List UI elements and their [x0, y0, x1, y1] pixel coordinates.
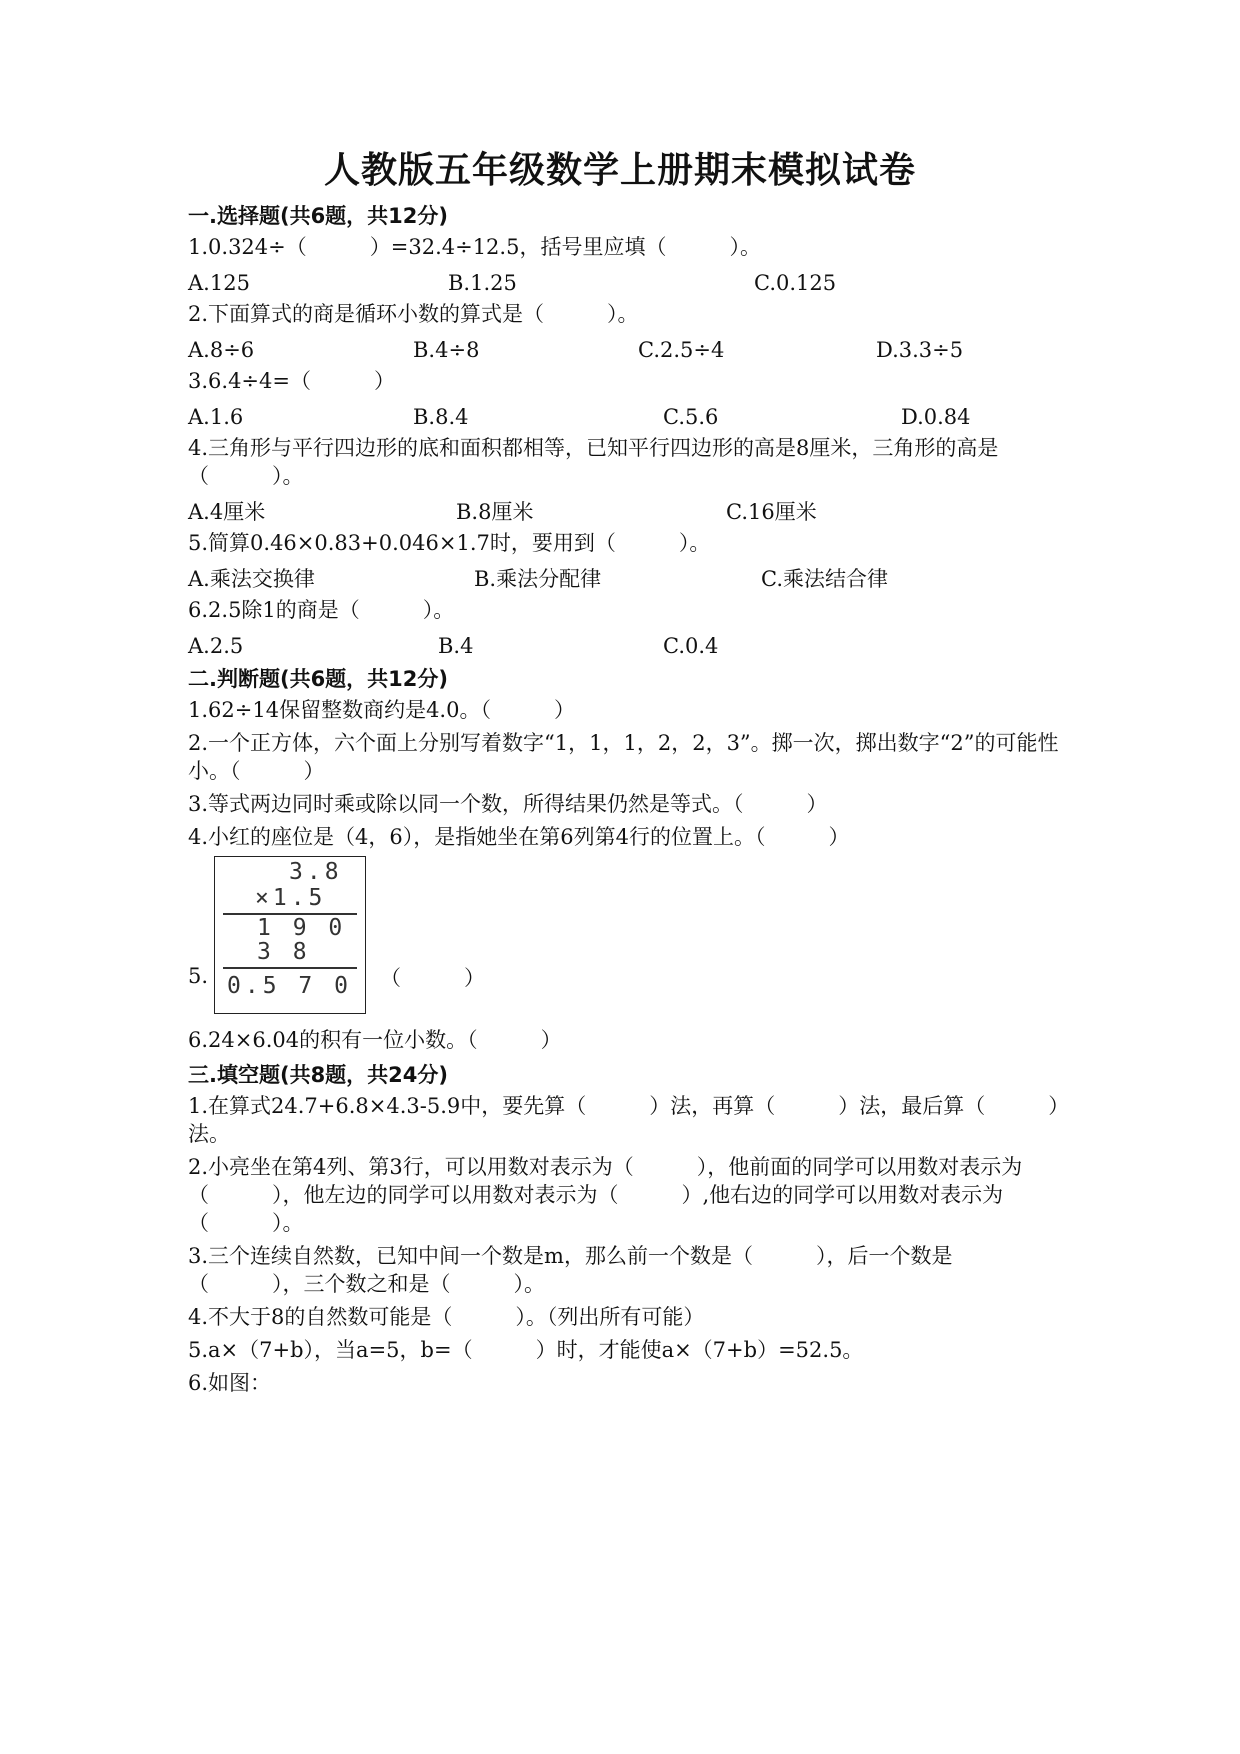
question-text: 5.a×（7+b），当a=5，b=（ ）时，才能使a×（7+b）=52.5。 [188, 1338, 864, 1362]
option: C.0.4 [663, 634, 719, 658]
question-text: 6.24×6.04的积有一位小数。（ ） [188, 1028, 562, 1052]
options-row [188, 333, 1060, 367]
option: D.0.84 [901, 405, 971, 429]
options-row [188, 266, 1060, 300]
option: C.0.125 [754, 271, 837, 295]
question-text: 3.6.4÷4=（ ） [188, 369, 395, 393]
question-text: 3.三个连续自然数，已知中间一个数是m，那么前一个数是（ ），后一个数是（ ），三个数之和是（ ）。 [188, 1244, 953, 1296]
figure-partial-product: 3 8 [257, 939, 311, 965]
option: A.乘法交换律 [188, 567, 315, 591]
figure-product: 0.5 7 0 [227, 973, 352, 999]
answer-blank: （ ） [380, 966, 485, 990]
options-row [188, 400, 1060, 434]
question-text: 6.如图： [188, 1371, 272, 1395]
options-row [188, 562, 1060, 596]
question-text: 1.62÷14保留整数商约是4.0。（ ） [188, 698, 575, 722]
option: B.乘法分配律 [474, 567, 602, 591]
options-row [188, 495, 1060, 529]
option: C.2.5÷4 [638, 338, 725, 362]
question-text: 2.下面算式的商是循环小数的算式是（ ）。 [188, 302, 639, 326]
page-title: 人教版五年级数学上册期末模拟试卷 [323, 149, 916, 191]
question-text: 6.2.5除1的商是（ ）。 [188, 598, 455, 622]
option: B.1.25 [448, 271, 517, 295]
option: B.4÷8 [413, 338, 480, 362]
option: D.3.3÷5 [876, 338, 964, 362]
option: A.4厘米 [188, 500, 266, 524]
question-text: 1.在算式24.7+6.8×4.3-5.9中，要先算（ ）法，再算（ ）法，最后算（ ）法。 [188, 1094, 1059, 1146]
question-text: 4.不大于8的自然数可能是（ ）。（列出所有可能） [188, 1305, 705, 1329]
exam-content [188, 200, 1060, 1402]
question-text: 1.0.324÷（ ）=32.4÷12.5，括号里应填（ ）。 [188, 235, 761, 259]
option: B.4 [438, 634, 474, 658]
option: A.125 [188, 271, 250, 295]
option: C.16厘米 [726, 500, 817, 524]
figure-multiplier: ×1.5 [255, 885, 327, 911]
question-text: 4.小红的座位是（4，6），是指她坐在第6列第4行的位置上。（ ） [188, 825, 850, 849]
question-text: 4.三角形与平行四边形的底和面积都相等，已知平行四边形的高是8厘米，三角形的高是（ ）。 [188, 436, 999, 488]
option: B.8厘米 [456, 500, 534, 524]
question-text: 2.一个正方体，六个面上分别写着数字“1，1，1，2，2，3”。掷一次，掷出数字“2”的可能性小。（ ） [188, 731, 1059, 783]
question-text: 3.等式两边同时乘或除以同一个数，所得结果仍然是等式。（ ） [188, 792, 828, 816]
section-heading-fill-blank: 三.填空题(共8题，共24分) [188, 1063, 449, 1087]
question-with-figure [188, 856, 1060, 1018]
question-text: 5.简算0.46×0.83+0.046×1.7时，要用到（ ）。 [188, 531, 711, 555]
option: A.2.5 [188, 634, 244, 658]
option: A.8÷6 [188, 338, 255, 362]
question-number: 5. [188, 964, 209, 988]
option: B.8.4 [413, 405, 469, 429]
option: A.1.6 [188, 405, 244, 429]
option: C.5.6 [663, 405, 719, 429]
option: C.乘法结合律 [761, 567, 888, 591]
section-heading-judgment: 二.判断题(共6题，共12分) [188, 667, 449, 691]
figure-multiplicand: 3.8 [289, 859, 343, 885]
figure-partial-product: 1 9 0 [257, 915, 347, 941]
question-text: 2.小亮坐在第4列、第3行，可以用数对表示为（ ），他前面的同学可以用数对表示为（ ），他左边的同学可以用数对表示为（ ）,他右边的同学可以用数对表示为（ ）。 [188, 1155, 1023, 1235]
multiplication-figure [214, 856, 366, 1014]
figure-rule-line [223, 967, 357, 969]
section-heading-choice: 一.选择题(共6题，共12分) [188, 204, 449, 228]
options-row [188, 629, 1060, 663]
